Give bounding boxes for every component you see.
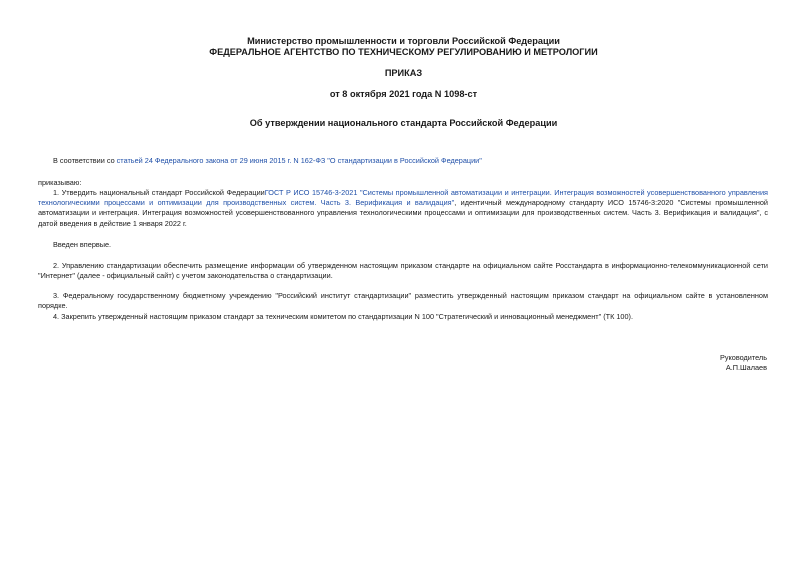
gost-standard-link[interactable]: ГОСТ Р ИСО 15746-3-2021 "Системы промышленной автоматизации и интеграции. Интеграция возможностей усовершенствованного управления технологическими процессами и оптимизации для производственных систем. Часть 3. Верификация и валидация" xyxy=(38,188,768,208)
ministry-heading: Министерство промышленности и торговли Российской Федерации xyxy=(247,36,560,46)
item-4-paragraph: 4. Закрепить утвержденный настоящим приказом стандарт за техническим комитетом по стандартизации N 100 "Стратегический и инновационный менеджмент" (ТК 100). xyxy=(53,312,633,321)
subject-heading: Об утверждении национального стандарта Российской Федерации xyxy=(249,118,558,128)
introduced-first-paragraph: Введен впервые. xyxy=(53,240,112,249)
agency-heading: ФЕДЕРАЛЬНОЕ АГЕНТСТВО ПО ТЕХНИЧЕСКОМУ РЕГУЛИРОВАНИЮ И МЕТРОЛОГИИ xyxy=(209,47,598,57)
date-number-heading: от 8 октября 2021 года N 1098-ст xyxy=(329,89,478,99)
intro-paragraph xyxy=(38,156,768,166)
item-1-prefix: 1. Утвердить национальный стандарт Российской Федерации xyxy=(53,188,265,197)
document-type-heading: ПРИКАЗ xyxy=(384,68,423,78)
signatory-title: Руководитель xyxy=(719,353,767,362)
signatory-name: А.П.Шалаев xyxy=(725,363,767,373)
federal-law-link[interactable]: статьей 24 Федерального закона от 29 июня 2015 г. N 162-ФЗ "О стандартизации в Российской Федерации" xyxy=(116,156,482,165)
command-paragraph: приказываю: xyxy=(38,178,82,187)
item-2-paragraph: 2. Управлению стандартизации обеспечить размещение информации об утвержденном настоящим приказом стандарте на официальном сайте Росстандарта в информационно-телекоммуникационной сети "Интернет" (далее - официальный сайт) с учетом законодательства о стандартизации. xyxy=(38,261,768,281)
intro-prefix: В соответствии со xyxy=(53,156,117,165)
signature-block xyxy=(720,353,767,373)
item-1-paragraph xyxy=(38,188,768,229)
item-1-suffix: , идентичный международному стандарту ИСО 15746-3:2020 "Системы промышленной автоматизации и интеграция. Интеграция возможностей усовершенствованного управления технологическими процессами и оптимизации для производственных систем. Часть 3. Верификация и валидация", с датой введения в действие 1 января 2022 г. xyxy=(38,198,768,228)
item-3-paragraph: 3. Федеральному государственному бюджетному учреждению "Российский институт стандартизации" разместить утвержденный настоящим приказом стандарт на официальном сайте в установленном порядке. xyxy=(38,291,768,311)
